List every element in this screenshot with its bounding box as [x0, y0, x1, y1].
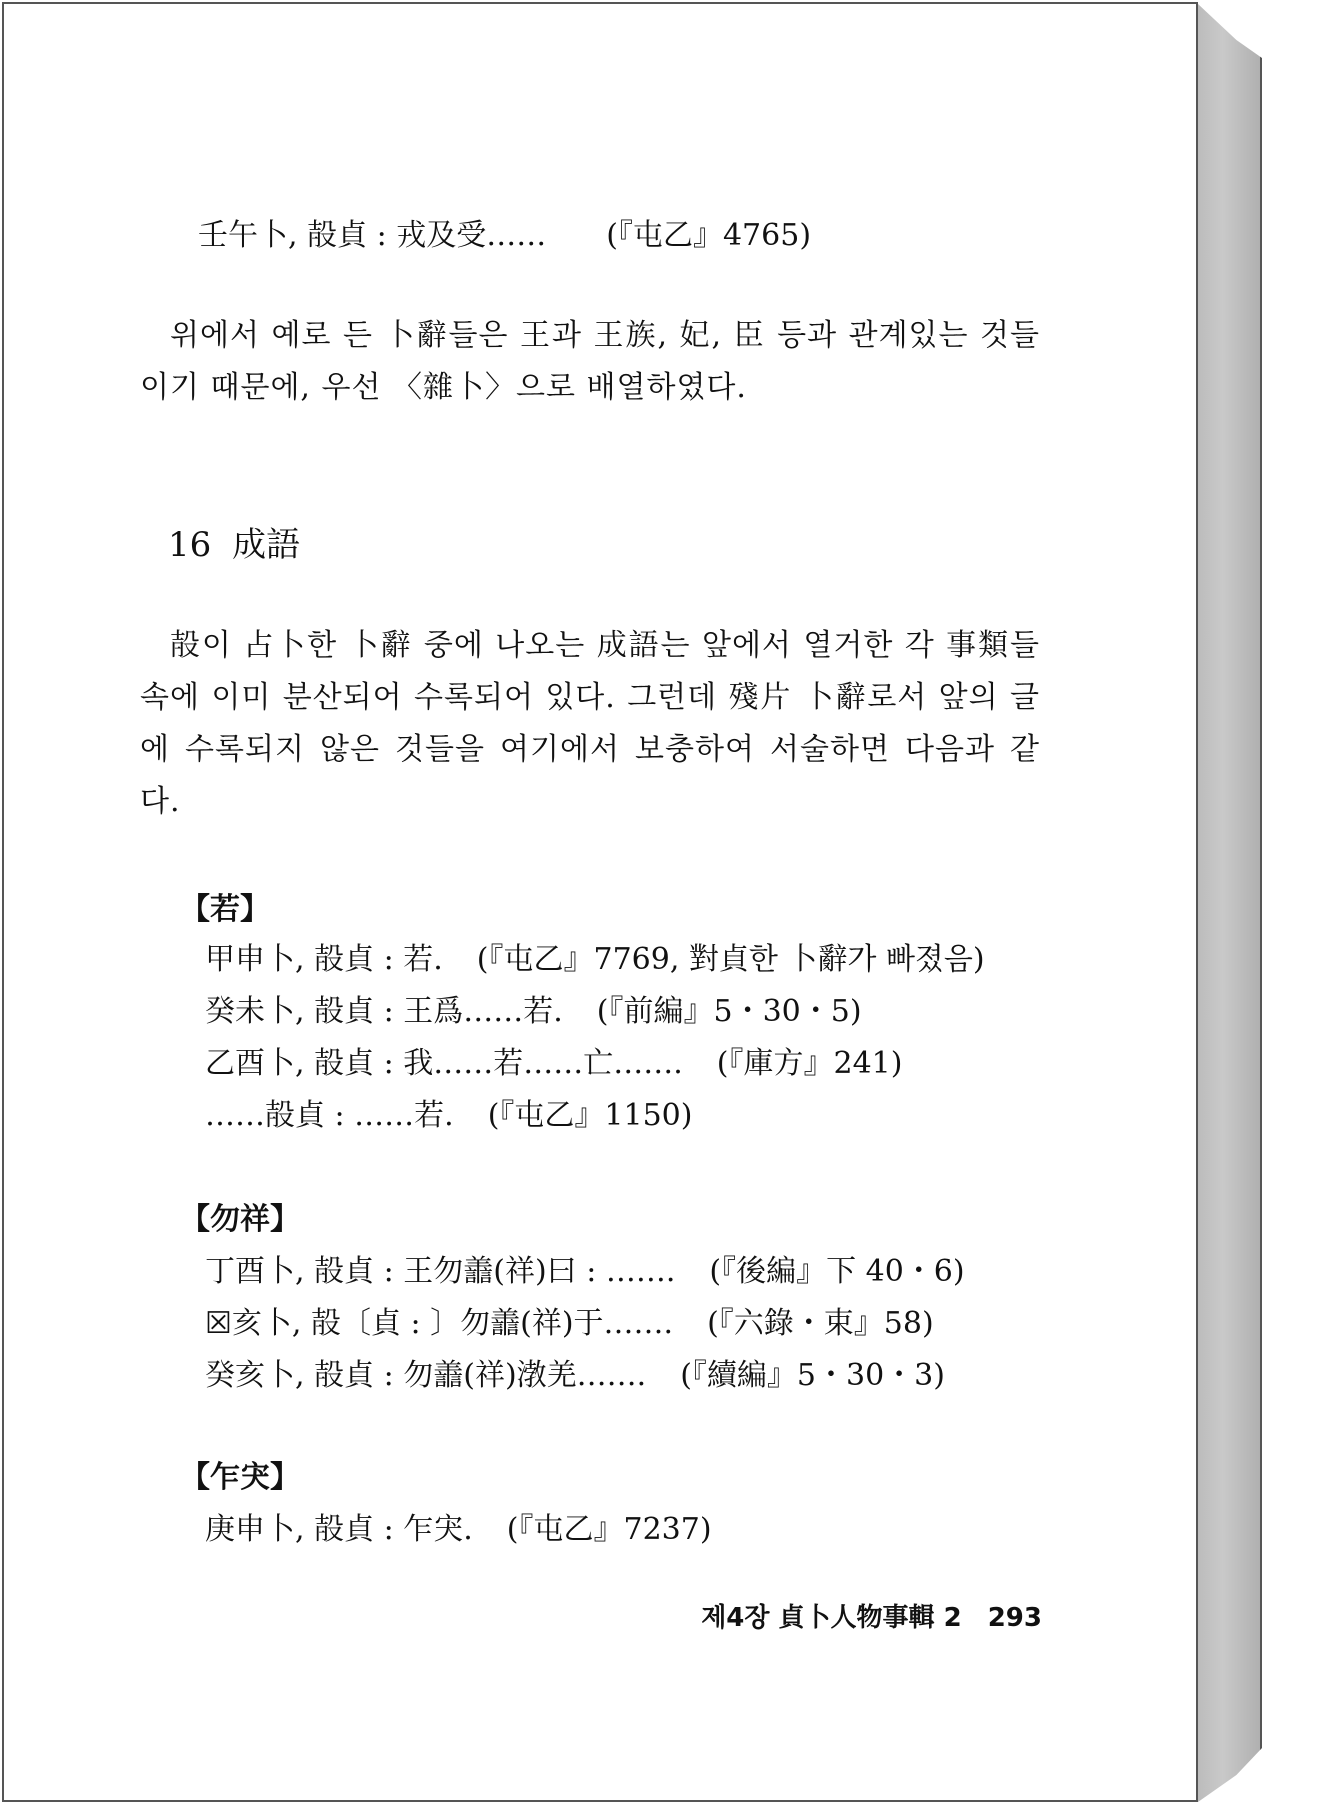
- list-item: [205, 1042, 902, 1086]
- entry-text: 庚申卜, 㱿貞 : 乍宊.: [205, 1512, 473, 1547]
- entry-text: ☒亥卜, 㱿〔貞 : 〕勿譱(祥)于…….: [205, 1306, 674, 1341]
- section-heading: [168, 520, 300, 570]
- top-entry-text: 壬午卜, 㱿貞 : 戎及受……: [198, 218, 547, 253]
- entry-source: (『續編』5・30・3): [680, 1358, 945, 1393]
- list-item: [205, 938, 985, 982]
- entry-source: (『屯乙』7237): [506, 1512, 712, 1547]
- entry-source: (『屯乙』1150): [487, 1098, 693, 1133]
- list-item: [205, 1354, 945, 1398]
- entry-text: 甲申卜, 㱿貞 : 若.: [205, 942, 443, 977]
- section-title: 成語: [232, 525, 301, 565]
- top-entry-source: (『屯乙』4765): [606, 218, 812, 253]
- entry-text: 癸亥卜, 㱿貞 : 勿譱(祥)㴾羌…….: [205, 1358, 647, 1393]
- top-entry: [198, 210, 811, 262]
- entry-text: 癸未卜, 㱿貞 : 王爲……若.: [205, 994, 563, 1029]
- list-item: [205, 1508, 712, 1552]
- list-item: [205, 990, 862, 1034]
- list-item: [205, 1302, 934, 1346]
- section-number: 16: [168, 525, 212, 565]
- entry-source: (『屯乙』7769, 對貞한 卜辭가 빠졌음): [476, 942, 985, 977]
- entry-source: (『庫方』241): [716, 1046, 903, 1081]
- paragraph-1: [140, 310, 1040, 414]
- group-label: 【勿祥】: [180, 1202, 300, 1237]
- group-label: 【乍宊】: [180, 1460, 300, 1495]
- list-item: [205, 1094, 692, 1138]
- entry-text: ……㱿貞 : ……若.: [205, 1098, 454, 1133]
- list-item: [205, 1250, 965, 1294]
- entry-source: (『六錄・束』58): [707, 1306, 934, 1341]
- entry-text: 丁酉卜, 㱿貞 : 王勿譱(祥)曰 : …….: [205, 1254, 676, 1289]
- entry-text: 乙酉卜, 㱿貞 : 我……若……亡…….: [205, 1046, 683, 1081]
- book-spine: [1198, 4, 1262, 1802]
- entry-source: (『後編』下 40・6): [709, 1254, 965, 1289]
- page-number: 293: [987, 1603, 1042, 1633]
- chapter-title: 제4장 貞卜人物事輯 2: [701, 1603, 962, 1633]
- entry-source: (『前編』5・30・5): [596, 994, 862, 1029]
- group-label: 【若】: [180, 892, 270, 927]
- paragraph-1-text: 위에서 예로 든 卜辭들은 王과 王族, 妃, 臣 등과 관계있는 것들이기 때문에, 우선 〈雜卜〉으로 배열하였다.: [140, 318, 1040, 405]
- paragraph-2: [140, 620, 1040, 828]
- paragraph-2-text: 㱿이 占卜한 卜辭 중에 나오는 成語는 앞에서 열거한 각 事類들 속에 이미 분산되어 수록되어 있다. 그런데 殘片 卜辭로서 앞의 글에 수록되지 않은 것들을 여기에서 보충하여 서술하면 다음과 같다.: [140, 628, 1040, 819]
- page-footer: [701, 1600, 1042, 1636]
